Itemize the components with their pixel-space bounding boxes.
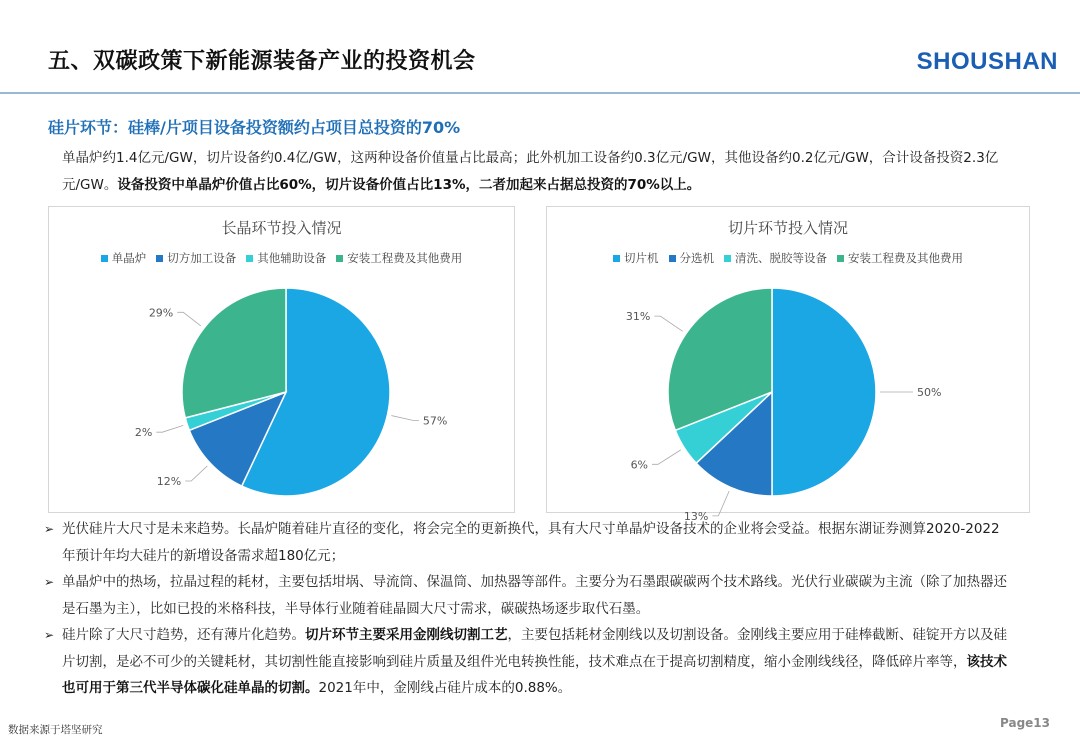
label-leader-line [712,491,729,516]
bullet-arrow-icon: ➢ [44,628,55,642]
label-leader-line [652,450,681,464]
pie-data-label: 29% [148,306,174,320]
bullet-arrow-icon: ➢ [44,575,55,589]
pie-slice [772,288,876,496]
intro-bold-text: 设备投资中单晶炉价值占比60%，切片设备价值占比13%，二者加起来占据总投资的70%以上。 [117,177,701,193]
label-leader-line [156,425,183,432]
bullet-text: 2021年中，金刚线占硅片成本的0.88%。 [318,680,572,696]
bullet-item [42,569,1012,622]
pie-data-label: 31% [625,310,651,324]
intro-plain-text: 单晶炉约1.4亿元/GW，切片设备约0.4亿/GW，这两种设备价值量占比最高；此外机加工设备约0.3亿元/GW，其他设备约0.2亿元/GW，合计设备投资2.3亿元/GW。 [62,150,999,193]
legend-label: 切方加工设备 [167,251,237,265]
intro-paragraph [62,145,1022,199]
pie-data-label: 57% [422,414,448,428]
bullet-bold-text: 切片环节主要采用金刚线切割工艺 [305,627,508,643]
label-leader-line [391,416,418,421]
legend-label: 分选机 [679,251,714,265]
legend-label: 清洗、脱胶等设备 [735,251,827,265]
bullet-text: 单晶炉中的热场，拉晶过程的耗材，主要包括坩埚、导流筒、保温筒、加热器等部件。主要分为石墨跟碳碳两个技术路线。光伏行业碳碳为主流（除了加热器还是石墨为主），比如已投的米格科技，半导体行业随着硅晶圆大尺寸需求，碳碳热场逐步取代石墨。 [62,574,1007,617]
label-leader-line [177,312,200,325]
chart-title: 切片环节投入情况 [727,219,848,237]
bullet-text: ，主要包括耗材金刚线以及切割设备。金刚线主要应用于硅棒截断、硅锭开方以及硅片切割，是必不可少的关键耗材，其切割性能直接影响到硅片质量及组件光电转换性能，技术难点在于提高切割精度，缩小金刚线线径，降低碎片率等， [62,627,1007,670]
pie-data-label: 13% [683,509,709,523]
page-title: 五、双碳政策下新能源装备产业的投资机会 [48,49,476,74]
bullet-bold-text: 该技术也可用于第三代半导体碳化硅单晶的切割。 [62,653,1007,696]
pie-svg [49,207,514,512]
data-source-note: 数据来源于塔坚研究 [8,724,103,736]
legend-label: 安装工程费及其他费用 [848,251,963,265]
legend-label: 其他辅助设备 [257,251,327,265]
bullet-arrow-icon: ➢ [44,522,55,536]
pie-data-label: 12% [156,474,182,488]
bullet-item [42,516,1012,569]
legend-label: 切片机 [624,251,659,265]
bullet-text: 光伏硅片大尺寸是未来趋势。长晶炉随着硅片直径的变化，将会完全的更新换代，具有大尺寸单晶炉设备技术的企业将会受益。根据东湖证券测算2020-2022年预计年均大硅片的新增设备需求超180亿元； [62,521,1000,564]
legend-label: 安装工程费及其他费用 [347,251,463,265]
chart-title: 长晶环节投入情况 [221,219,342,237]
legend-label: 单晶炉 [111,251,147,265]
pie-data-label: 50% [917,386,942,399]
bullet-list [42,516,1012,702]
bullet-text: 硅片除了大尺寸趋势，还有薄片化趋势。 [62,627,305,643]
crystal-growth-pie-chart [48,206,515,513]
pie-data-label: 6% [630,458,649,472]
pie-data-label: 2% [134,426,153,440]
label-leader-line [185,466,207,481]
label-leader-line [654,316,682,331]
pie-svg [547,207,1029,523]
section-subtitle: 硅片环节：硅棒/片项目设备投资额约占项目总投资的70% [48,118,461,137]
header-divider [0,92,1080,94]
bullet-item [42,622,1012,702]
page-number: Page13 [1000,716,1050,730]
slicing-pie-chart [546,206,1030,523]
company-logo: SHOUSHAN [916,48,1058,75]
